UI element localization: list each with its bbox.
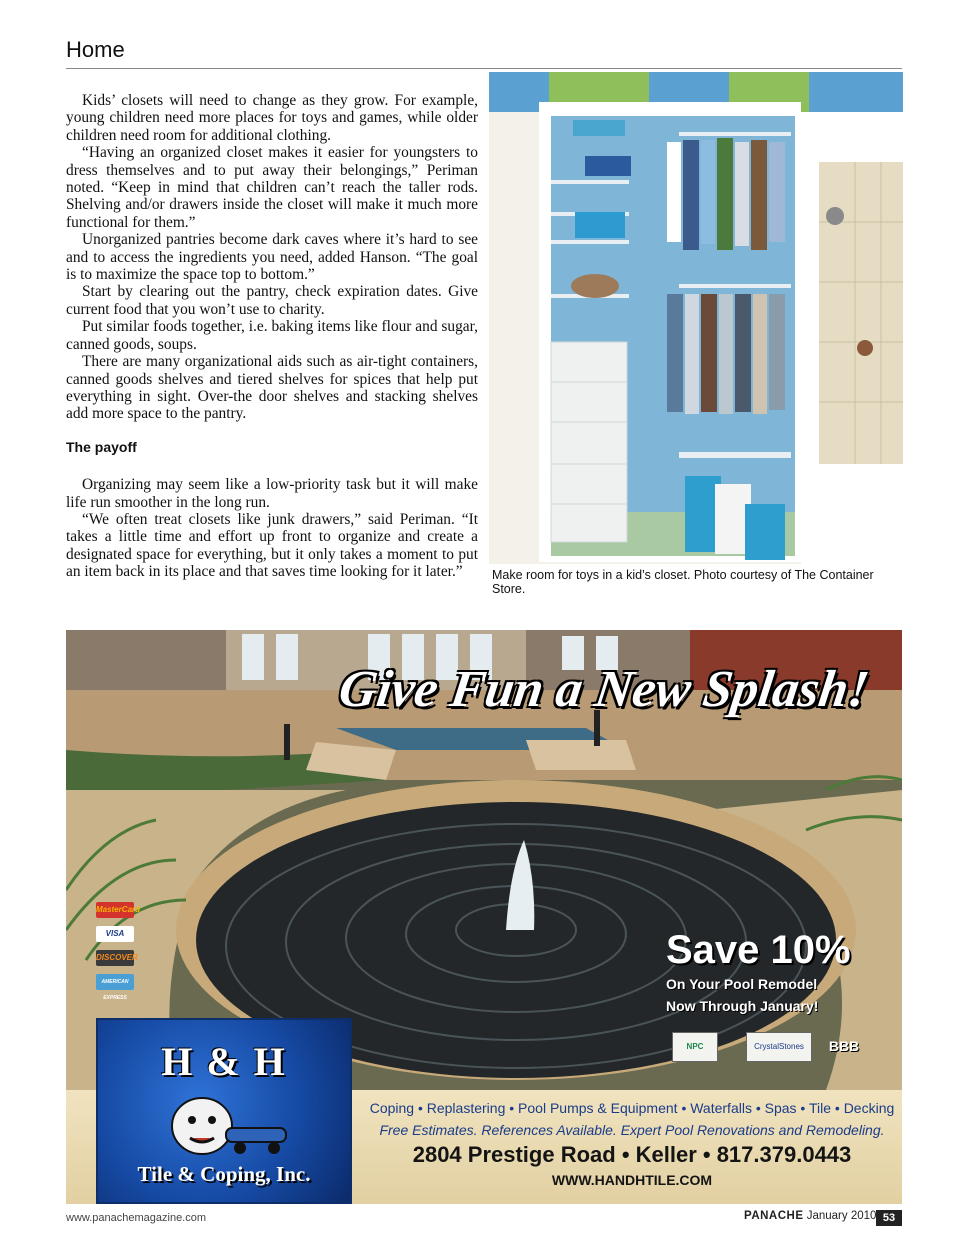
crystalstones-badge-icon: CrystalStones — [746, 1032, 812, 1062]
article-paragraph: “We often treat closets like junk drawers,” said Periman. “It takes a little time and effort up front to organize and create a designated space for everything, but it only takes a moment to put an item back in its place and that saves time looking for it later.” — [66, 510, 478, 581]
article-paragraph: “Having an organized closet makes it easier for youngsters to dress themselves and to put away their belongings,” Periman noted. “Keep in mind that children can’t reach the taller rods. Shelving and/or drawers inside the closet will make it much more functional for them.” — [66, 144, 478, 231]
article-paragraph: Organizing may seem like a low-priority task but it will make life run smoother in the long run. — [66, 476, 478, 511]
section-title: Home — [66, 37, 125, 62]
photo-caption: Make room for toys in a kid’s closet. Photo courtesy of The Container Store. — [492, 568, 874, 596]
bulldog-icon — [156, 1092, 296, 1162]
page-number: 53 — [876, 1210, 902, 1226]
footer-url[interactable]: www.panachemagazine.com — [66, 1212, 207, 1224]
visa-icon: VISA — [96, 926, 134, 942]
amex-icon: AMERICAN EXPRESS — [96, 974, 134, 990]
article-paragraph: There are many organizational aids such as air-tight containers, canned goods shelves and tiered shelves for spices that help put everything in sight. Over-the door shelves and stacking shelves add more space to the pantry. — [66, 353, 478, 423]
ad-address: 2804 Prestige Road • Keller • 817.379.0443 — [412, 1142, 852, 1167]
company-logo — [96, 1018, 352, 1204]
article-paragraph: Put similar foods together, i.e. baking items like flour and sugar, canned goods, soups. — [66, 318, 478, 353]
article-body — [66, 92, 478, 581]
logo-name: H & H — [161, 1039, 287, 1084]
ad-website-link[interactable]: WWW.HANDHTILE.COM — [551, 1172, 713, 1188]
article-paragraph: Kids’ closets will need to change as they grow. For example, young children need more places for toys and games, while older children need room for additional clothing. — [66, 92, 478, 144]
logo-subtitle: Tile & Coping, Inc. — [137, 1162, 311, 1186]
discover-icon: DISCOVER — [96, 950, 134, 966]
save-offer: Save 10% — [666, 928, 851, 972]
closet-photo — [489, 72, 903, 564]
closet-illustration — [489, 72, 903, 564]
advertisement[interactable] — [66, 630, 902, 1204]
footer-info — [744, 1210, 902, 1226]
save-line-1: On Your Pool Remodel — [666, 976, 818, 992]
npc-badge-icon: NPC — [672, 1032, 718, 1062]
badges — [672, 1032, 872, 1066]
payment-cards — [96, 902, 141, 1001]
ad-headline: Give Fun a New Splash! — [335, 661, 873, 718]
mastercard-icon: MasterCard — [96, 902, 134, 918]
ad-estimates: Free Estimates. References Available. Expert Pool Renovations and Remodeling. — [379, 1122, 885, 1138]
magazine-name: PANACHE — [744, 1210, 804, 1222]
ad-services: Coping • Replastering • Pool Pumps & Equipment • Waterfalls • Spas • Tile • Decking — [369, 1100, 895, 1116]
article-subhead: The payoff — [66, 438, 137, 455]
issue-date: January 2010 — [806, 1210, 877, 1222]
bbb-badge-icon: BBB — [828, 1038, 860, 1054]
article-paragraph: Unorganized pantries become dark caves where it’s hard to see and to access the ingredients you need, added Hanson. “The goal is to maximize the space top to bottom.” — [66, 231, 478, 284]
save-line-2: Now Through January! — [666, 998, 819, 1014]
article-paragraph: Start by clearing out the pantry, check expiration dates. Give current food that you won’t use to charity. — [66, 283, 478, 318]
section-header — [66, 36, 902, 69]
